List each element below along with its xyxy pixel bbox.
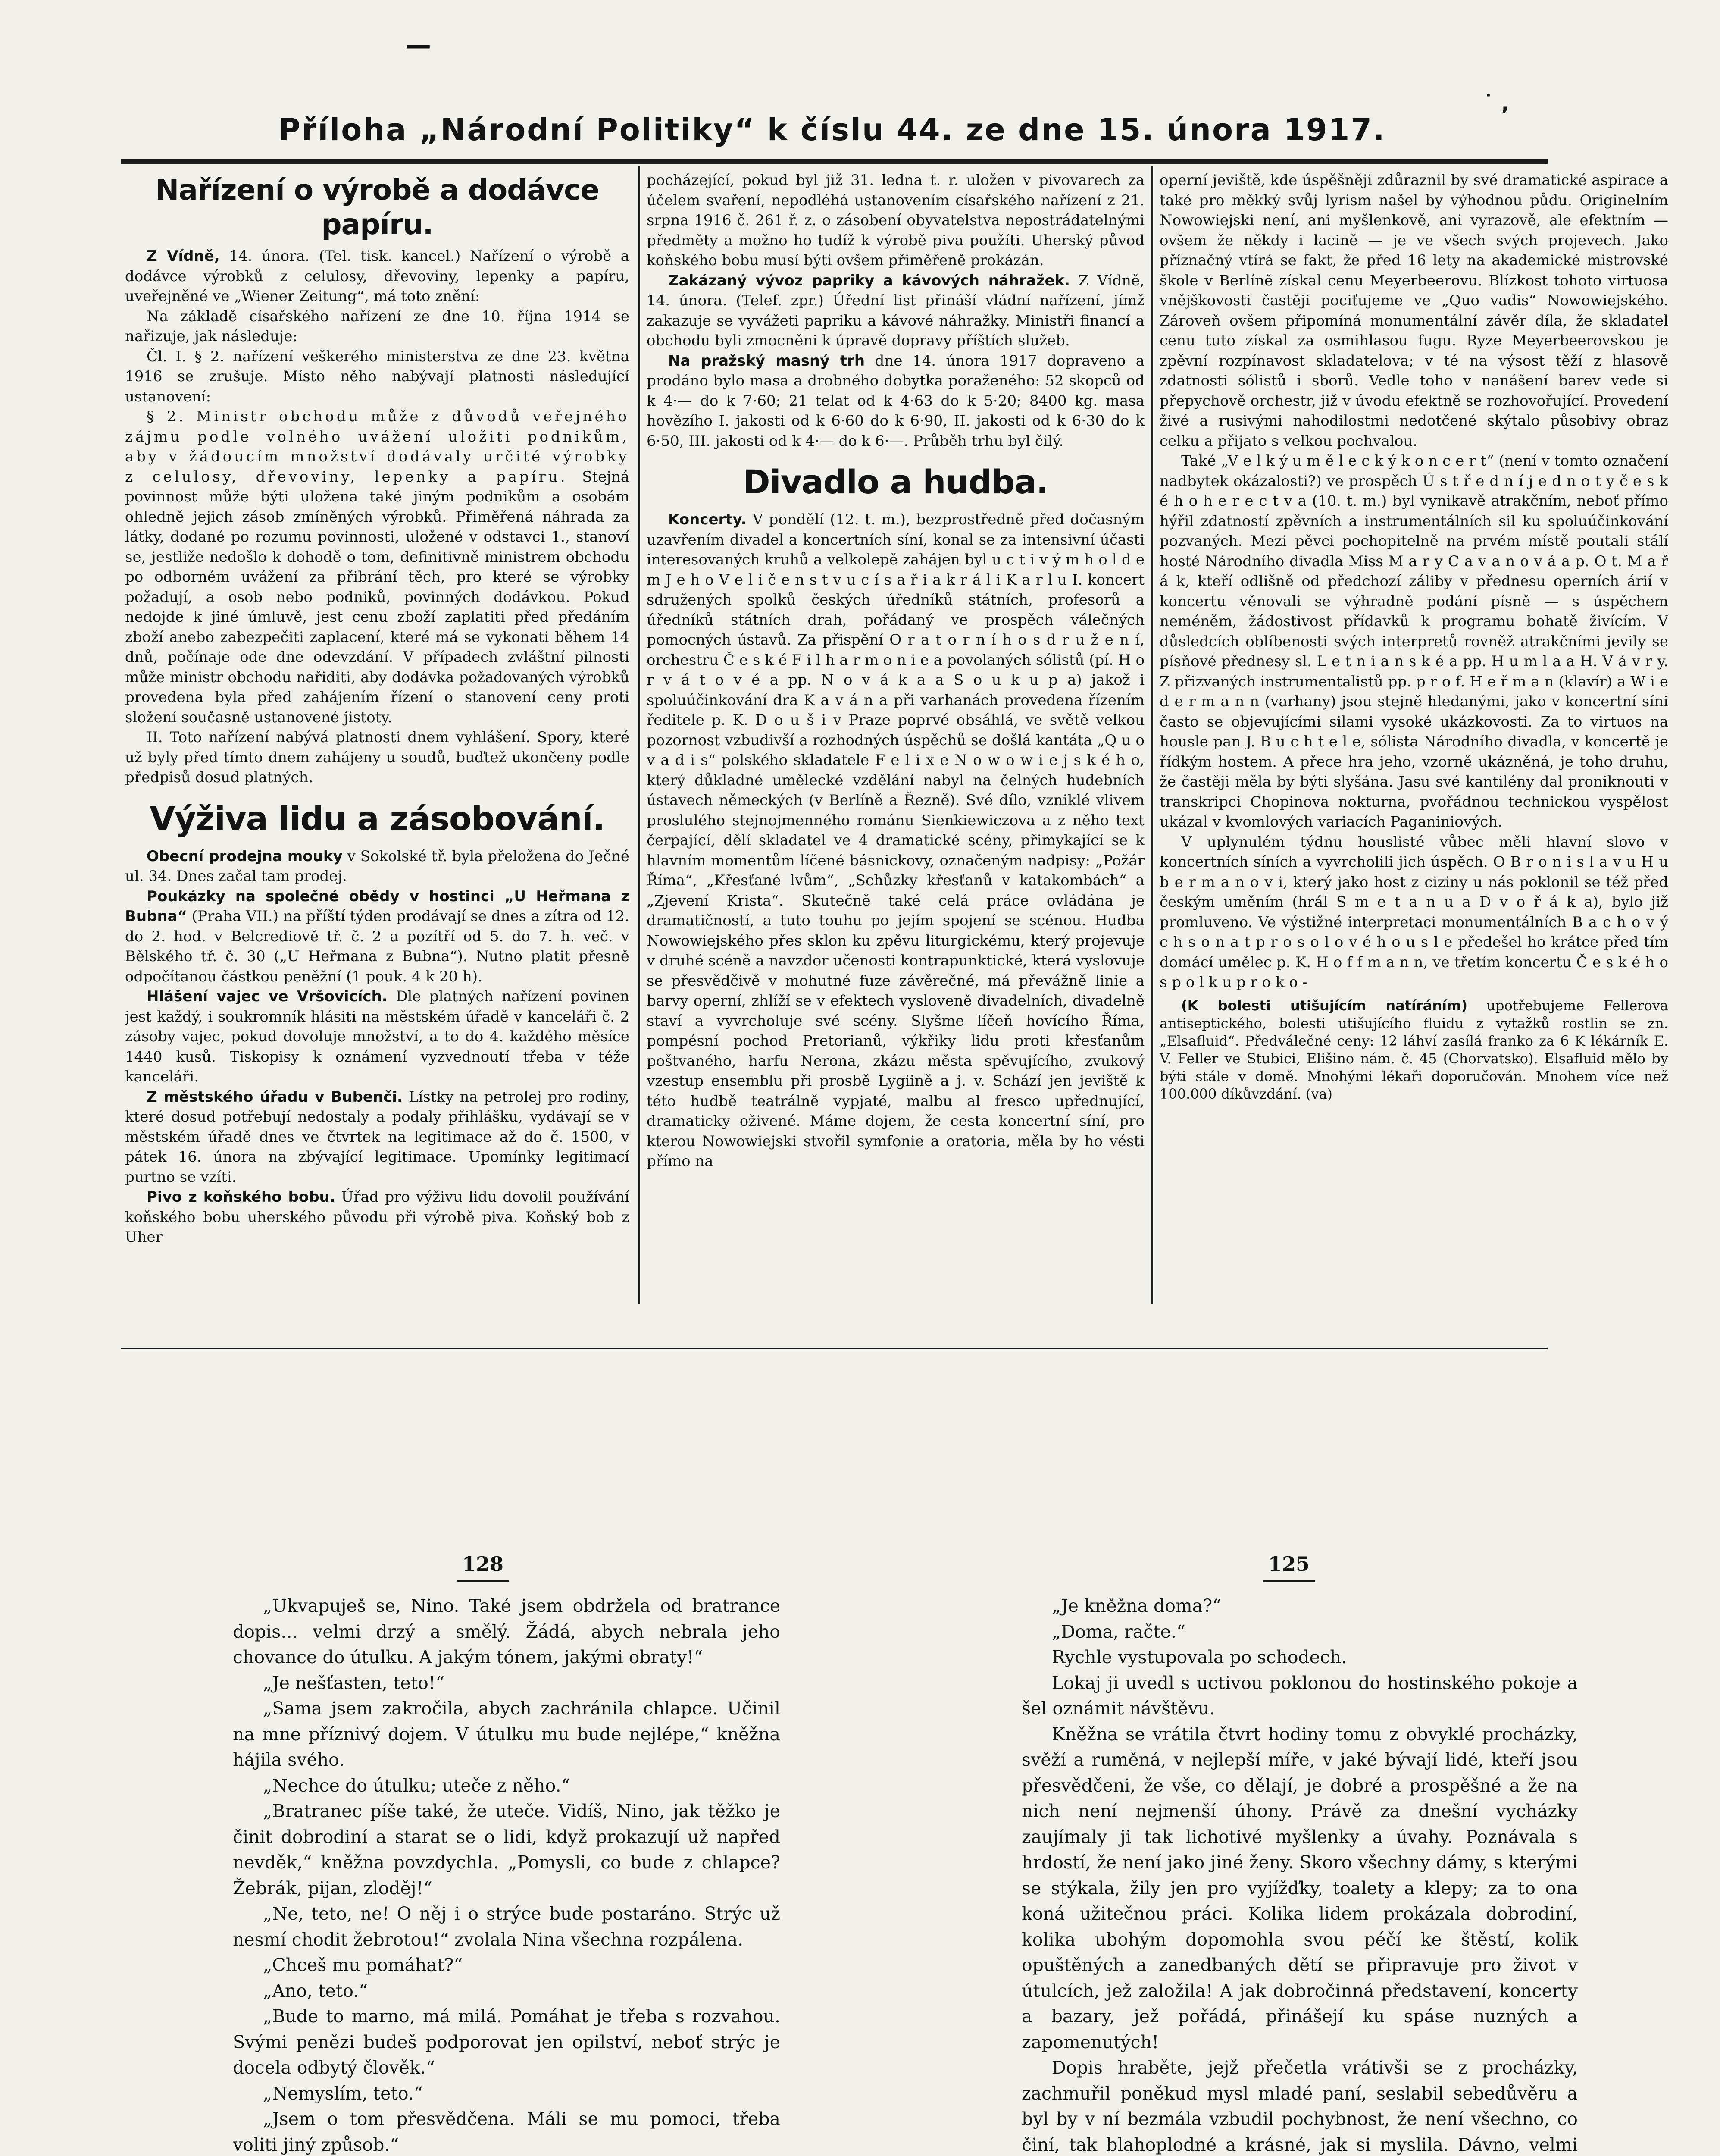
novel-paragraph: „Ano, teto.“ xyxy=(263,1980,368,2001)
novel-paragraph: „Je nešťasten, teto!“ xyxy=(263,1672,445,1693)
novel-paragraph: „Doma, račte.“ xyxy=(1052,1621,1185,1642)
paragraph: operní jeviště, kde úspěšněji zdůraznil by své dramatické aspirace a také pro měkký svůj lyrism našel by výhodnou půdu. Originelním Nowowiejski není, ani myšlenkově, ani vyrazově, ale efektním — ovšem že někdy i lacině — je ve všech svých projevech. Jako příznačný vtírá se fakt, že před 16 lety na akademické mistrovské škole v Berlíně získal cenu Meyerbeerovu. Blízkost tohoto virtuosa vnějškovosti častěji pociťujeme ve „Quo vadis“ Nowowiejského. Zároveň ovšem připomíná monumentální závěr díla, že skladatel cenu tuto získal za osmihlasou fugu. Ryze Meyerbeerovskou je zpěvní rozpínavost skladatelova; v té na výsost těží z hlasově zdatnosti sólistů i sborů. Vedle toho v nanášení barev vede si přepychově orchestr, již v úvodu efektně se rozhovořující. Provedení živé a rusivými nahodilostmi nedotčené skýtalo působivy obraz celku a přijato s velkou pochvalou. xyxy=(1160,172,1668,450)
ad-tag: (va) xyxy=(1305,1085,1333,1102)
news-item: Zakázaný vývoz papriky a kávových náhražek. Z Vídně, 14. února. (Telef. zpr.) Úřední list přináší vládní nařízení, jímž zakazuje se vyvážeti papriku a kávové náhražky. Ministři financí a obchodu byli zmocněni k úpravě dopravy příštích služeb. xyxy=(647,272,1145,349)
novel-paragraph: „Jsem o tom přesvědčena. Máli se mu pomoci, třeba voliti jiný způsob.“ xyxy=(233,2109,780,2155)
paragraph: II. Toto nařízení nabývá platnosti dnem vyhlášení. Spory, které už byly před tímto dnem zahájeny u soudů, buďtež ukončeny podle předpisů dosud platných. xyxy=(125,729,629,786)
novel-paragraph: „Nemyslím, teto.“ xyxy=(263,2083,423,2104)
paragraph: Na základě císařského nařízení ze dne 10. října 1914 se nařizuje, jak následuje: xyxy=(125,307,629,345)
novel-right-column xyxy=(1022,1593,1578,2156)
paragraph: V uplynulém týdnu houslisté vůbec měli hlavní slovo v koncertních síních a vyvrcholili jich úspěch. O B r o n i s l a v u H u b e r m a n o v i, který jako host z ciziny u nás poklonil se též před českým uměním (hrál S m e t a n u a D v o ř á k a), bylo již promluveno. Ve výstižné interpretaci monumentálních B a c h o v ý c h s o n a t p r o s o l o v é h o u s l e předešel ho krátce před tím domácí umělec p. K. H o f f m a n n, ve třetím koncertu Č e s k é h o s p o l k u p r o k o - xyxy=(1160,833,1668,991)
page-number-rule-right xyxy=(1263,1580,1315,1582)
novel-left-column xyxy=(233,1593,780,2156)
paragraph: Také „V e l k ý u m ě l e c k ý k o n c e r t“ (není v tomto označení nadbytek okázalosti?) ve prospěch Ú s t ř e d n í j e d n o t y č e s k é h o h e r e c t v a (10. t. m.) byl vynikavě atrakčním, neboť přímo hýřil zdatností zpěvních a instrumentálních sil ku spoluúčinkování pozvaných. Mezi pěvci pochopitelně na prvém místě poutali stálí hosté Národního divadla Miss M a r y C a v a n o v á a p. O t. M a ř á k, kteří odlišně od předchozí záliby v přednesu operních árií v koncertu věnovali se výhradně podání písně — s úspěchem neméněm, žádostivost přídavků k programu bohatě živícím. V důsledcích oblíbenosti svých interpretů rovněž atrakčními jevily se písňové přednesy sl. L e t n i a n s k é a pp. H u m l a a H. V á v r y. Z přizvaných instrumentalistů pp. p r o f. H e ř m a n (klavír) a W i e d e r m a n n (varhany) jsou stejně hledanými, jako v koncertní síni často se objevujícími silami vysoké ukázkovosti. Za to virtuos na housle pan J. B u c h t e l e, sólista Národního divadla, v koncertě je řídkým hostem. A přece hra jeho, vzorně ukázněná, je toho druhu, že častěji měla by býti slyšána. Jasu své kantilény dal proniknouti v transkripci Chopinova nokturna, pvořádnou technickou vyspělost ukázal v kvomlových variacích Paganiniových. xyxy=(1160,452,1668,830)
corner-mark-left: — xyxy=(405,30,431,60)
page-number-rule-left xyxy=(457,1580,509,1582)
news-item: Poukázky na společné obědy v hostinci „U Heřmana z Bubna“ (Praha VII.) na příští týden prodávají se dnes a zítra od 12. do 2. hod. v Belcrediově tř. č. 2 a pozítří od 5. do 7. h. več. v Bělského tř. č. 30 („U Heřmana z Bubna“). Nutno platit přesně odpočítanou částkou peněžní (1 pouk. 4 k 20 h). xyxy=(125,887,629,985)
heading-paper-decree: Nařízení o výrobě a dodávce papíru. xyxy=(155,173,599,241)
novel-paragraph: Rychle vystupovala po schodech. xyxy=(1052,1647,1347,1667)
novel-paragraph: „Ne, teto, ne! O něj i o strýce bude postaráno. Strýc už nesmí chodit žebrotou!“ zvolala Nina všechna rozpálena. xyxy=(233,1903,780,1950)
dateline: Z Vídně, xyxy=(147,248,220,265)
heading-theatre-music: Divadlo a hudba. xyxy=(743,463,1048,501)
paragraph: pocházející, pokud byl již 31. ledna t. r. uložen v pivovarech za účelem svaření, nepodléhá ustanovením císařského nařízení z 21. srpna 1916 č. 261 ř. z. o zásobení obyvatelstva nepostrádatelnými předměty a možno ho tudíž k výrobě piva použíti. Uherský původ koňského bobu musí býti ovšem přiměřeně prokázán. xyxy=(647,172,1145,269)
novel-paragraph: „Je kněžna doma?“ xyxy=(1052,1595,1222,1616)
paragraph: Čl. I. § 2. nařízení veškerého ministerstva ze dne 23. května 1916 se zrušuje. Místo něho nabývají platnosti následující ustanovení: xyxy=(125,348,629,405)
page-number-left: 128 xyxy=(462,1552,504,1576)
novel-paragraph: „Bratranec píše také, že uteče. Vidíš, Nino, jak těžko je činit dobrodiní a starat se o lidi, když prokazují už napřed nevděk,“ kněžna povzdychla. „Pomysli, co bude z chlapce? Žebrák, pijan, zloděj!“ xyxy=(233,1801,780,1899)
novel-right-text xyxy=(1022,1593,1578,2156)
novel-paragraph: Lokaj ji uvedl s uctivou poklonou do hostinského pokoje a šel oznámit návštěvu. xyxy=(1022,1672,1578,1719)
column-3 xyxy=(1160,170,1668,1304)
novel-paragraph: „Bude to marno, má milá. Pomáhat je třeba s rozvahou. Svými penězi budeš podporovat jen opilství, neboť strýc je docela odbytý člověk.“ xyxy=(233,2006,780,2078)
spaced-text: § 2. Ministr obchodu může z důvodů veřejného zájmu podle volného uvážení uložiti podnikům, aby v žádoucím množství dodávaly určité výrobky z celulosy, dřevoviny, lepenky a papíru. xyxy=(125,408,629,486)
column-divider-2 xyxy=(1151,166,1153,1304)
news-item: Na pražský masný trh dne 14. února 1917 dopraveno a prodáno bylo masa a drobného dobytka poraženého: 52 skopců od k 4·— do k 7·60; 21 telat od k 4·63 do k 5·20; 8400 kg. masa hovězího I. jakosti od k 6·60 do k 6·90, II. jakosti od k 6·30 do k 6·50, III. jakosti od k 4·— do k 6·—. Průběh trhu byl čilý. xyxy=(647,352,1145,450)
heading-food-supply: Výživa lidu a zásobování. xyxy=(150,799,605,838)
news-item: Z městského úřadu v Bubenči. Lístky na petrolej pro rodiny, které dosud potřebují nedostaly a podaly přihlášku, vydávají se v městském úřadě dnes ve čtvrtek na legitimace až do č. 1500, v pátek 16. února na zbývající legitimace. Upomínky legitimací purtno se vzíti. xyxy=(125,1088,629,1186)
novel-paragraph: Dopis hraběte, jejž přečetla vrátivši se z procházky, zachmuřil poněkud mysl mladé paní, seslabil sebedůvěru a byl by v ní bezmála vzbudil pochybnost, že není všechno, co činí, tak blahoplodné a krásné, jak si myslila. Dávno, velmi xyxy=(1022,2057,1578,2155)
novel-paragraph: Kněžna se vrátila čtvrt hodiny tomu z obvyklé procházky, svěží a ruměná, v nejlepší míře, v jaké bývají lidé, kteří jsou přesvědčeni, že vše, co dělají, je dobré a prospěšné a že na nich není nejmenší úhony. Právě za dnešní vycházky zaujímaly ji tak lichotivé myšlenky a úvahy. Poznávala s hrdostí, že není jako jiné ženy. Skoro všechny dámy, s kterými se stýkala, žily jen pro vyjížďky, toalety a klepy; za to ona koná užitečnou práci. Kolika lidem prokázala dobrodiní, kolika ubohým dopomohla svou péčí ke štěstí, kolik opuštěných a zanedbaných dětí se připravuje pro život v útulcích, jež založila! A jak dobročinná představení, koncerty a bazary, jež pořádá, přinášejí ku spáse nuzných a zapomenutých! xyxy=(1022,1724,1578,2053)
advertisement: (K bolesti utišujícím natíráním) upotřebujeme Fellerova antiseptického, bolesti utišujícího fluidu z vytažků rostlin se zn. „Elsafluid“. Předválečné ceny: 12 láhví zasílá franko za 6 K lékárník E. V. Feller ve Stubici, Elišino nám. č. 45 (Chorvatsko). Elsafluid mělo by býti stále v domě. Mnohými lékaři doporučován. Mnohem více než 100.000 díkůvzdání. (va) xyxy=(1160,997,1668,1102)
column-2 xyxy=(647,170,1145,1304)
column-1 xyxy=(125,170,629,1304)
novel-paragraph: „Sama jsem zakročila, abych zachránila chlapce. Učinil na mne příznivý dojem. V útulku mu bude nejlépe,“ kněžna hájila svého. xyxy=(233,1698,780,1770)
news-item: Pivo z koňského bobu. Úřad pro výživu lidu dovolil používání koňského bobu uherského původu při výrobě piva. Koňský bob z Uher xyxy=(125,1188,629,1246)
section-rule xyxy=(121,1348,1548,1349)
news-item: Obecní prodejna mouky v Sokolské tř. byla přeložena do Ječné ul. 34. Dnes začal tam prodej. xyxy=(125,847,629,885)
paragraph: Z Vídně, 14. února. (Tel. tisk. kancel.) Nařízení o výrobě a dodávce výrobků z celulosy, dřevoviny, lepenky a papíru, uveřejněné ve „Wiener Zeitung“, má toto znění: xyxy=(125,248,629,305)
masthead-rule xyxy=(121,159,1548,164)
novel-paragraph: „Nechce do útulku; uteče z něho.“ xyxy=(263,1775,570,1796)
review-paragraph: Koncerty. V pondělí (12. t. m.), bezprostředně před dočasným uzavřením divadel a koncertních síní, konal se za intensivní účasti interesovaných kruhů a velkolepě zahájen byl u c t i v ý m h o l d e m J e h o V e l i č e n s t v u c í s a ř i a k r á l i K a r l u I. koncert sdružených spolků českých úředníků státních, profesorů a úředníků státních drah, pořádaný ve prospěch válečných pomocných ústavů. Za přispění O r a t o r n í h o s d r u ž e n í, orchestru Č e s k é F i l h a r m o n i e a povolaných sólistů (pí. H o r v á t o v é a pp. N o v á k a a S o u k u p a) jakož i spoluúčinkování dra K a v á n a při varhanách provedena řízením ředitele p. K. D o u š i v Praze poprvé obsáhlá, ve světě velkou pozornost vzbudivší a rozhodných úspěchů se došlá kantáta „Q u o v a d i s“ polského skladatele F e l i x e N o w o w i e j s k é h o, který důkladné umělecké vzdělání nabyl na čelných hudebních ústavech německých (v Berlíně a Řezně). Své dílo, vzniklé vlivem proslulého stejnojmenného románu Sienkiewiczova a z něho text čerpající, dělí skladatel ve 4 dramatické scény, přimykající se k hlavním momentům líčené básnickovy, označeným nadpisy: „Požár Říma“, „Křesťané lvům“, „Schůzky křesťanů v katakombách“ a „Zjevení Krista“. Skutečně také celá práce ovládána je dramatičností, a tuto touhu po jejím spojení se scénou. Hudba Nowowiejského přes sklon ku zpěvu liturgickému, který projevuje v druhé scéně a navzdor učenosti kontrapunktické, která vyslovuje se přesvědčivě v mohutné fuze závěrečné, má převážně linie a barvy operní, zhlíží se v efektech vysloveně divadelních, divadelně staví a vyvrcholuje své scény. Slyšme líčeň hovícího Říma, pompésní pochod Pretorianů, výkřiky lidu proti křesťanům poštvaného, harfu Nerona, zkázu města spěvujícího, zvukový vzestup ensemblu při prosbě Lygiině a j. v. Schází jen jeviště k této hudbě teatrálně vypjaté, malbu al fresco upřednující, dramaticky oživené. Máme dojem, že cesta koncertní síní, pro kterou Nowowiejski stvořil symfonie a oratoria, měla by ho vésti přímo na xyxy=(647,511,1145,1170)
novel-paragraph: „Chceš mu pomáhat?“ xyxy=(263,1955,463,1975)
novel-paragraph: „Ukvapuješ se, Nino. Také jsem obdržela od bratrance dopis... velmi drzý a smělý. Žádá, abych nebrala jeho chovance do útulku. A jakým tónem, jakými obraty!“ xyxy=(233,1595,780,1667)
masthead: Příloha „Národní Politiky“ k číslu 44. ze dne 15. února 1917. xyxy=(278,112,1386,147)
paragraph: § 2. Ministr obchodu může z důvodů veřejného zájmu podle volného uvážení uložiti podnikům, aby v žádoucím množství dodávaly určité výrobky z celulosy, dřevoviny, lepenky a papíru. Stejná povinnost může býti uložena také jiným podnikům a osobám ohledně jejich zásob zmíněných výrobků. Přiměřená náhrada za látky, dodané po rozumu povinnosti, uložené v odstavci 1., stanoví se, jestliže nedošlo k dohodě o tom, definitivně ministrem obchodu po odborném uvážení za přibrání těch, pro které se výrobky požadují, a osob nebo podniků, povinných dodávkou. Pokud nedojde k jiné úmluvě, jest cenu zboží zaplatiti před předáním zboží anebo zabezpečiti zaplacení, které má se vykonati během 14 dnů, počínaje ode dne odevzdání. V případech zvláštní pilnosti může ministr obchodu nařiditi, aby dodávka požadovaných výrobků provedena byla před zahájením řízení o stanovení ceny proti složení současně ustanovené jistoty. xyxy=(125,408,629,726)
column-divider-1 xyxy=(638,166,640,1304)
page-number-right: 125 xyxy=(1268,1552,1310,1576)
news-item: Hlášení vajec ve Vršovicích. Dle platných nařízení povinen jest každý, i soukromník hlásiti na městském úřadě v kanceláři č. 2 zásoby vajec, pokud dovoluje množství, a to do 4. každého měsíce 1440 kusů. Tiskopisy k oznámení vyzvednoutí třeba v téže kanceláři. xyxy=(125,988,629,1085)
corner-mark-right: ˙ , xyxy=(1483,91,1510,116)
